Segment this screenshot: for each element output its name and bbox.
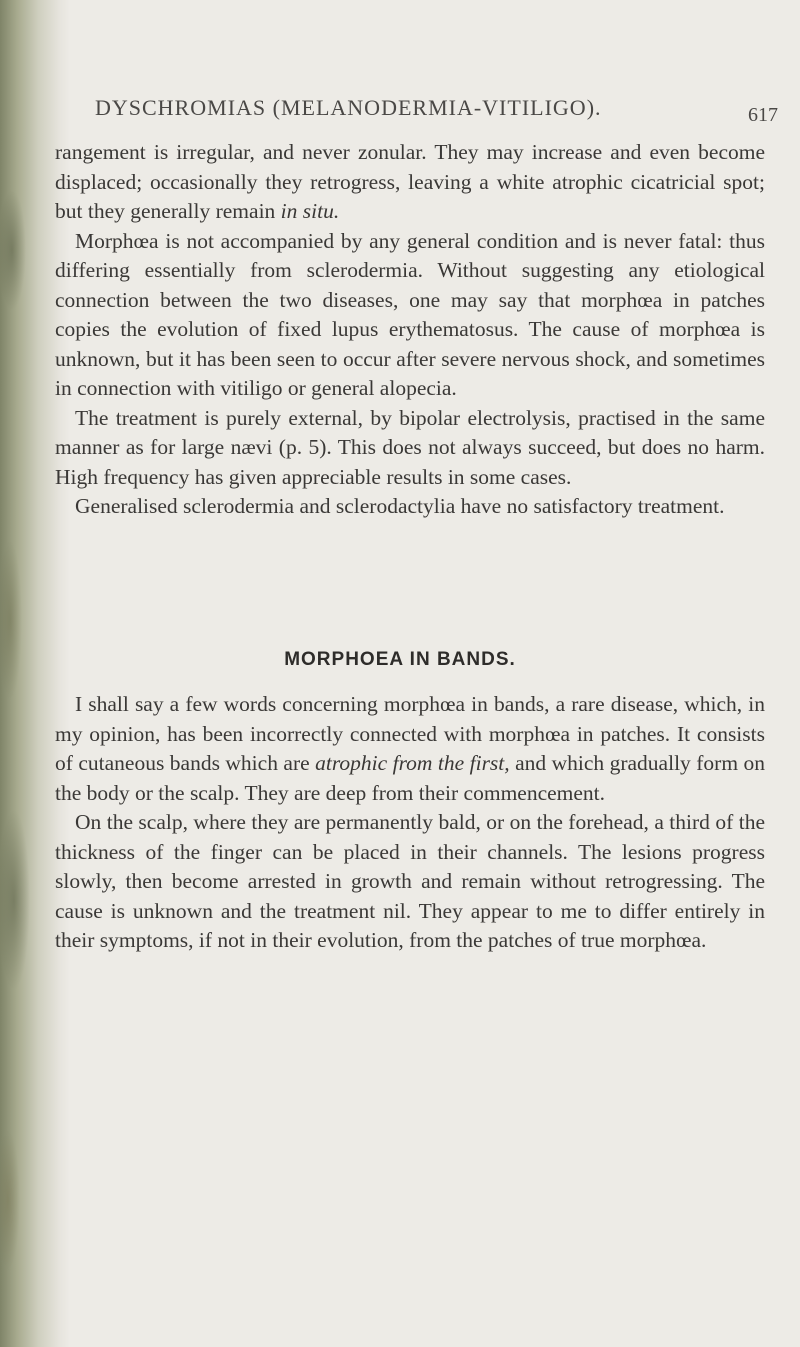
body-text-section-1 [55,138,765,522]
paragraph: Morphœa is not accompanied by any general condition and is never fatal: thus differing essentially from sclerodermia. Without suggesting any etiological connection between the two diseases, one may say that morphœa in patches copies the evolution of fixed lupus erythematosus. The cause of morphœa is unknown, but it has been seen to occur after severe nervous shock, and sometimes in connection with vitiligo or general alopecia. [55,228,765,400]
paragraph: Generalised sclerodermia and sclerodactylia have no satisfactory treatment. [75,494,725,518]
paragraph-text: rangement is irregular, and never zonular. They may increase and even become displaced; occasionally they retrogress, leaving a white atrophic cicatricial spot; but they generally remain [55,140,765,223]
paragraph: The treatment is purely external, by bipolar electrolysis, practised in the same manner as for large nævi (p. 5). This does not always succeed, but does no harm. High frequency has given appreciable results in some cases. [55,405,765,489]
paragraph: On the scalp, where they are permanently bald, or on the forehead, a third of the thickness of the finger can be placed in their channels. The lesions progress slowly, then become arrested in growth and remain without retrogressing. The cause is unknown and the treatment nil. They appear to me to differ entirely in their symptoms, if not in their evolution, from the patches of true morphœa. [55,810,765,952]
page-number: 617 [748,104,778,126]
section-heading: MORPHOEA IN BANDS. [284,649,516,670]
paragraph-continuation [55,138,765,227]
italic-phrase: atrophic from the first, [315,751,510,775]
italic-phrase: in situ. [280,199,340,223]
body-text-section-2 [55,690,765,956]
paragraph-text: I shall say a few words concerning morphœa in bands, a rare disease, which, in my opinion, has been incorrectly connected with morphœa in patches. It consists of cutaneous bands which are [55,692,765,775]
paragraph [55,690,765,808]
paragraph-text: and which gradually form on the body or the scalp. They are deep from their commencement. [55,751,765,805]
running-head: DYSCHROMIAS (MELANODERMIA-VITILIGO). [95,95,602,120]
